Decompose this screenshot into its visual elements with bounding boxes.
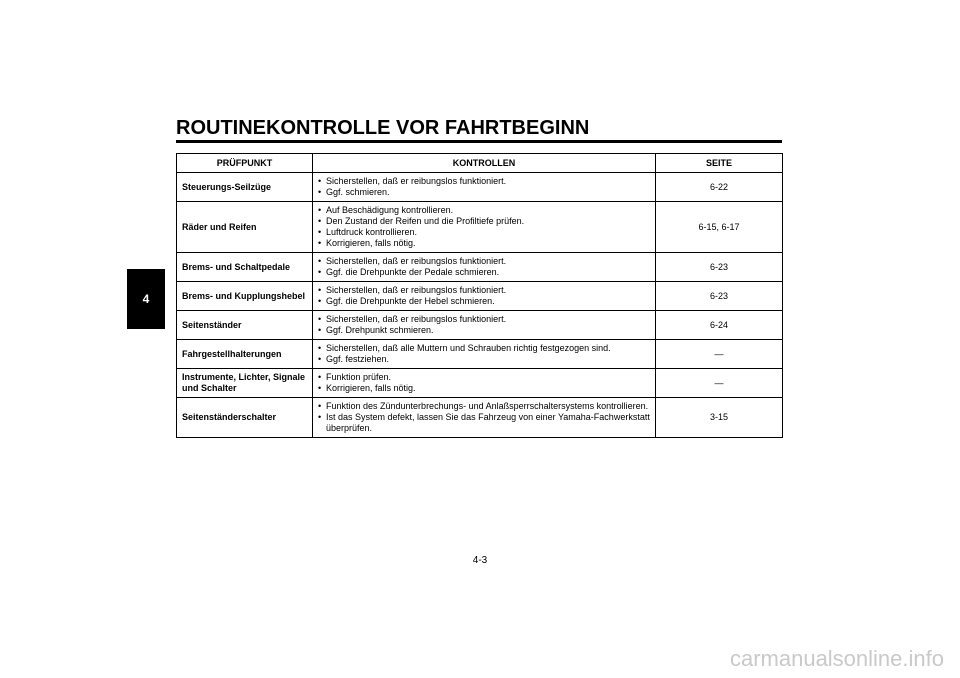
check-list-item: • Sicherstellen, daß er reibungslos funktioniert. [318, 314, 650, 325]
check-instructions [313, 311, 656, 340]
check-list-item: • Korrigieren, falls nötig. [318, 383, 650, 394]
check-list [318, 401, 650, 434]
check-list-item: • Sicherstellen, daß alle Muttern und Schrauben richtig festgezogen sind. [318, 343, 650, 354]
check-list [318, 176, 650, 198]
table-row [177, 253, 783, 282]
check-page-ref: — [656, 340, 783, 369]
page-number: 4-3 [472, 555, 488, 566]
check-list-item: • Ggf. die Drehpunkte der Pedale schmieren. [318, 267, 650, 278]
check-list [318, 314, 650, 336]
header-page: SEITE [656, 154, 783, 173]
check-instructions [313, 202, 656, 253]
check-list-item: • Korrigieren, falls nötig. [318, 238, 650, 249]
check-page-ref: 6-23 [656, 253, 783, 282]
table-header-row [177, 154, 783, 173]
check-list-item: • Ggf. Drehpunkt schmieren. [318, 325, 650, 336]
check-page-ref: 6-15, 6-17 [656, 202, 783, 253]
check-list [318, 372, 650, 394]
check-list-item: • Sicherstellen, daß er reibungslos funktioniert. [318, 285, 650, 296]
check-instructions [313, 173, 656, 202]
check-item-name: Räder und Reifen [177, 202, 313, 253]
check-page-ref: 6-23 [656, 282, 783, 311]
check-list-item: • Ggf. festziehen. [318, 354, 650, 365]
check-page-ref: — [656, 369, 783, 398]
table-row [177, 369, 783, 398]
check-list [318, 343, 650, 365]
check-list-item: • Ggf. die Drehpunkte der Hebel schmieren. [318, 296, 650, 307]
check-item-name: Seitenständerschalter [177, 398, 313, 438]
check-list-item: • Auf Beschädigung kontrollieren. [318, 205, 650, 216]
page-title: ROUTINEKONTROLLE VOR FAHRTBEGINN [176, 117, 590, 139]
inspection-table [176, 153, 783, 438]
check-list-item: • Sicherstellen, daß er reibungslos funktioniert. [318, 256, 650, 267]
title-rule [176, 140, 782, 143]
table-row [177, 311, 783, 340]
check-list [318, 285, 650, 307]
check-instructions [313, 340, 656, 369]
chapter-tab: 4 [127, 269, 165, 329]
check-item-name: Brems- und Schaltpedale [177, 253, 313, 282]
table-row [177, 202, 783, 253]
check-item-name: Seitenständer [177, 311, 313, 340]
check-list-item: • Funktion prüfen. [318, 372, 650, 383]
check-list-item: • Ist das System defekt, lassen Sie das Fahrzeug von einer Yamaha-Fachwerkstatt überprüfen. [318, 412, 650, 434]
table-row [177, 173, 783, 202]
table-row [177, 340, 783, 369]
check-item-name: Brems- und Kupplungshebel [177, 282, 313, 311]
check-instructions [313, 398, 656, 438]
table-row [177, 282, 783, 311]
check-page-ref: 3-15 [656, 398, 783, 438]
check-page-ref: 6-22 [656, 173, 783, 202]
header-item: PRÜFPUNKT [177, 154, 313, 173]
check-item-name: Instrumente, Lichter, Signale und Schalter [177, 369, 313, 398]
header-checks: KONTROLLEN [313, 154, 656, 173]
table-body [177, 173, 783, 438]
check-list-item: • Funktion des Zündunterbrechungs- und Anlaßsperrschaltersystems kontrollieren. [318, 401, 650, 412]
check-instructions [313, 282, 656, 311]
watermark: carmanualsonline.info [729, 646, 944, 671]
check-page-ref: 6-24 [656, 311, 783, 340]
check-instructions [313, 369, 656, 398]
check-list [318, 256, 650, 278]
check-list-item: • Ggf. schmieren. [318, 187, 650, 198]
check-item-name: Steuerungs-Seilzüge [177, 173, 313, 202]
check-item-name: Fahrgestellhalterungen [177, 340, 313, 369]
check-list-item: • Luftdruck kontrollieren. [318, 227, 650, 238]
check-list [318, 205, 650, 249]
check-list-item: • Den Zustand der Reifen und die Profiltiefe prüfen. [318, 216, 650, 227]
table-row [177, 398, 783, 438]
check-instructions [313, 253, 656, 282]
check-list-item: • Sicherstellen, daß er reibungslos funktioniert. [318, 176, 650, 187]
